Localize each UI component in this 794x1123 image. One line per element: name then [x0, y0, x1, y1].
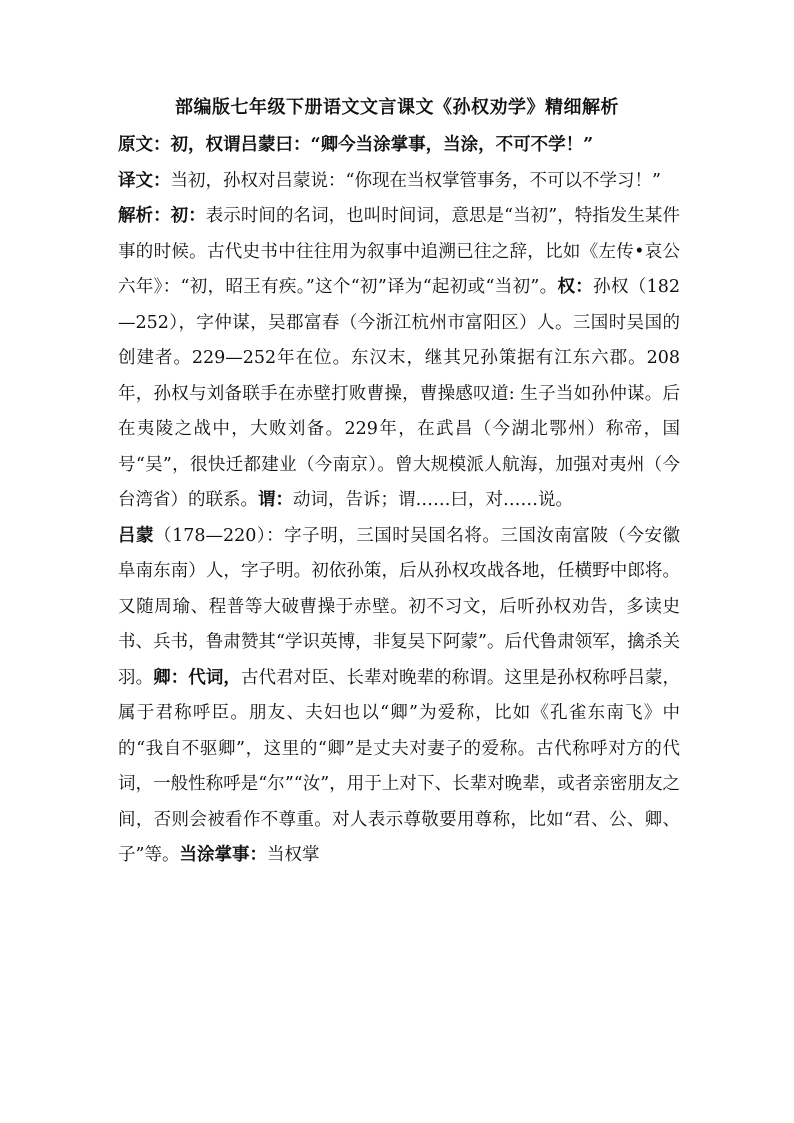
analysis-label: 解析：	[118, 206, 171, 226]
analysis-paragraph-2	[118, 519, 680, 874]
term-dangtu-text: 当权掌	[266, 845, 320, 865]
translation-paragraph	[118, 164, 680, 200]
term-wei: 谓：	[258, 490, 293, 510]
document-body	[118, 128, 680, 874]
term-quan-text: 孙权（182—252），字仲谋，吴郡富春（今浙江杭州市富阳区）人。三国时吴国的创建者。229—252年在位。东汉末，继其兄孙策据有江东六郡。208年，孙权与刘备联手在赤壁打败曹操，曹操感叹道: 生子当如孙仲谋。后在夷陵之战中，大败刘备。229年，在武昌（今湖北鄂州）称帝，国号“吴”，很快迁都建业（今南京）。曾大规模派人航海，加强对夷州（今台湾省）的联系。	[118, 277, 681, 510]
term-qing: 卿：代词，	[153, 667, 241, 688]
term-chu: 初：	[170, 206, 206, 226]
page-title: 部编版七年级下册语文文言课文《孙权劝学》精细解析	[175, 97, 619, 118]
term-chu-text: 表示时间的名词，也叫时间词，意思是“当初”，特指发生某件事的时候。古代史书中往往用为叙事中追溯已往之辞，比如《左传•哀公六年》：“初，昭王有疾。”这个“初”译为“起初或“当初”。	[118, 206, 681, 297]
original-text-paragraph	[118, 128, 680, 164]
translation-text: 当初，孙权对吕蒙说：“你现在当权掌管事务，不可以不学习！”	[170, 170, 661, 191]
term-lvmeng-text: （178—220）：字子明，三国时吴国名将。三国汝南富陂（今安徽阜南东南）人，字子明。初依孙策，后从孙权攻战各地，任横野中郎将。又随周瑜、程普等大破曹操于赤壁。初不习文，后听孙权劝告，多读史书、兵书，鲁肃赞其“学识英博，非复吴下阿蒙”。后代鲁肃领军，擒杀关羽。	[118, 525, 681, 688]
term-lvmeng: 吕蒙	[118, 525, 155, 546]
original-text: 初，权谓吕蒙曰：“卿今当涂掌事，当涂，不可不学！”	[170, 135, 594, 155]
term-quan: 权：	[557, 277, 594, 297]
term-qing-text: 古代君对臣、长辈对晚辈的称谓。这里是孙权称呼吕蒙，属于君称呼臣。朋友、夫妇也以“卿”为爱称，比如《孔雀东南飞》中的“我自不驱卿”，这里的“卿”是丈夫对妻子的爱称。古代称呼对方的代词，一般性称呼是“尔”“汝”，用于上对下、长辈对晚辈，或者亲密朋友之间，否则会被看作不尊重。对人表示尊敬要用尊称，比如“君、公、卿、子”等。	[118, 667, 681, 865]
original-label: 原文：	[118, 135, 171, 155]
translation-label: 译文：	[118, 170, 171, 191]
term-dangtu: 当涂掌事：	[179, 845, 267, 865]
term-wei-text: 动词，告诉；谓……曰，对……说。	[293, 490, 573, 510]
analysis-paragraph	[118, 199, 680, 519]
